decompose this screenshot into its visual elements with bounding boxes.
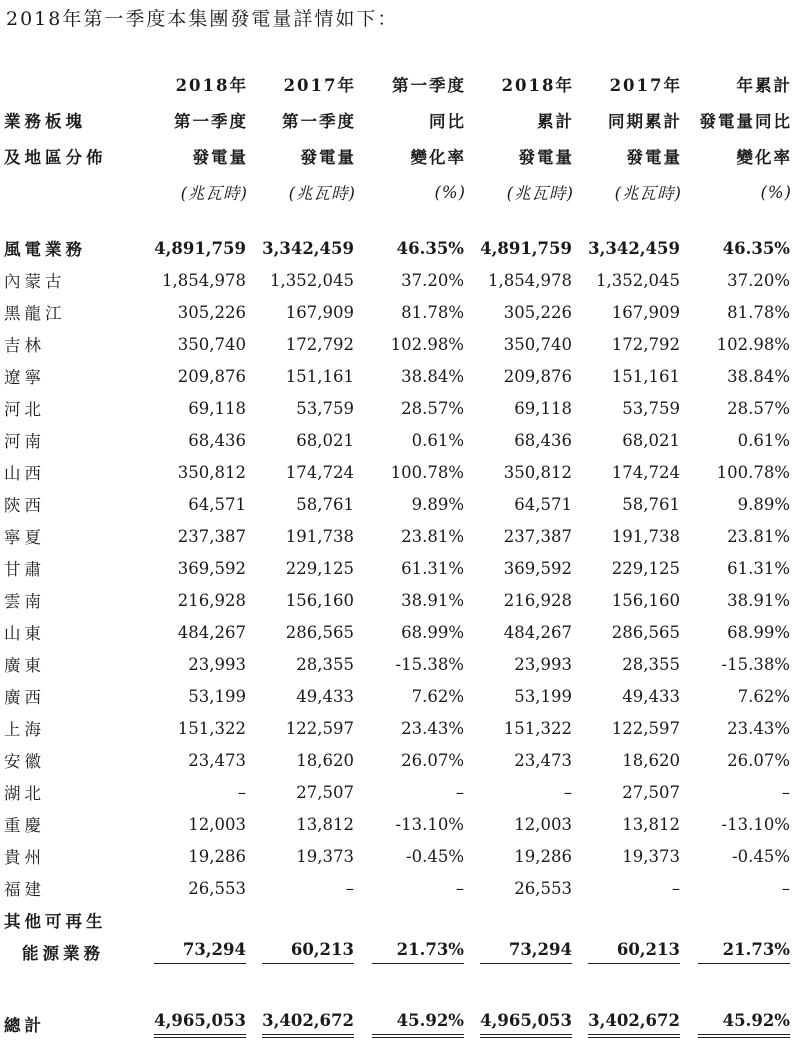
- table-row: [4, 264, 792, 296]
- value-cell: 172,792: [611, 334, 680, 354]
- value-cell: 58,761: [296, 494, 354, 514]
- wind-row: [4, 232, 792, 264]
- value-cell: 4,891,759: [154, 238, 246, 258]
- table-row: [4, 680, 792, 712]
- value-cell: 27,507: [622, 782, 680, 802]
- header-cell: 及地區分佈: [4, 148, 107, 167]
- value-cell: 19,373: [622, 846, 680, 866]
- value-cell: 9.89%: [737, 494, 790, 514]
- unit-cell: (兆瓦時): [288, 184, 356, 203]
- unit-cell: (兆瓦時): [180, 184, 248, 203]
- header-cell: 業務板塊: [4, 112, 86, 131]
- value-cell: [248, 1006, 356, 1042]
- header-cell: 第一季度: [174, 112, 248, 131]
- value-cell: 23,993: [188, 654, 246, 674]
- value-cell: 28,355: [296, 654, 354, 674]
- segment-name: 其他可再生: [4, 912, 107, 931]
- table-row: [4, 872, 792, 904]
- value-cell: 23,993: [514, 654, 572, 674]
- header-cell: 變化率: [736, 148, 792, 167]
- header-cell: 第一季度: [392, 76, 466, 95]
- value-cell: [466, 1006, 574, 1042]
- value-cell: 69,118: [188, 398, 246, 418]
- value-cell: 53,759: [622, 398, 680, 418]
- header-cell: 2017年: [283, 76, 356, 95]
- value-cell: 151,161: [285, 366, 354, 386]
- value-cell: 156,160: [611, 590, 680, 610]
- value-cell: [574, 1006, 682, 1042]
- value-cell: [140, 1006, 248, 1042]
- value-cell: 68.99%: [401, 622, 464, 642]
- value-cell: [466, 936, 574, 984]
- value-cell: 38.91%: [401, 590, 464, 610]
- header-cell: 2017年: [609, 76, 682, 95]
- value-cell: 53,199: [188, 686, 246, 706]
- value-cell: 151,161: [611, 366, 680, 386]
- value-cell: 102.98%: [716, 334, 790, 354]
- value-cell: 23.81%: [401, 526, 464, 546]
- table-row: [4, 584, 792, 616]
- value-cell: 369,592: [503, 558, 572, 578]
- value-cell: 26.07%: [727, 750, 790, 770]
- generation-table: [4, 66, 792, 1042]
- header-cell: 發電量: [518, 148, 574, 167]
- table-row: [4, 776, 792, 808]
- header-cell: 2018年: [501, 76, 574, 95]
- value-cell: 61.31%: [727, 558, 790, 578]
- value-cell: 37.20%: [727, 270, 790, 290]
- segment-name: 吉林: [4, 336, 45, 355]
- segment-name: 黑龍江: [4, 304, 66, 323]
- value-cell: 100.78%: [716, 462, 790, 482]
- value-cell: –: [455, 878, 464, 898]
- value-cell: –: [455, 782, 464, 802]
- value-cell: 100.78%: [390, 462, 464, 482]
- value-cell: 69,118: [514, 398, 572, 418]
- value-cell: [682, 1006, 792, 1042]
- value-cell: 38.84%: [401, 366, 464, 386]
- value-cell: 46.35%: [396, 238, 464, 258]
- value-cell: 3,342,459: [262, 238, 354, 258]
- other-row-2: [4, 936, 792, 984]
- header-cell: 同比: [429, 112, 466, 131]
- table-row: [4, 552, 792, 584]
- value-cell: 64,571: [514, 494, 572, 514]
- value-cell: [356, 1006, 466, 1042]
- segment-name: 河南: [4, 432, 45, 451]
- header-cell: 年累計: [736, 76, 792, 95]
- value-text: 3,402,672: [262, 1011, 354, 1038]
- value-cell: 23.43%: [727, 718, 790, 738]
- value-cell: 53,759: [296, 398, 354, 418]
- value-cell: [682, 936, 792, 984]
- segment-name: 湖北: [4, 784, 45, 803]
- table-row: [4, 648, 792, 680]
- value-cell: 350,812: [177, 462, 246, 482]
- segment-name: 安徽: [4, 752, 45, 771]
- value-cell: 350,740: [503, 334, 572, 354]
- value-cell: 19,286: [514, 846, 572, 866]
- unit-cell: [4, 174, 140, 210]
- value-cell: 23.81%: [727, 526, 790, 546]
- segment-name: 重慶: [4, 816, 45, 835]
- value-cell: 18,620: [622, 750, 680, 770]
- segment-name: 能源業務: [22, 944, 104, 963]
- value-cell: 28.57%: [727, 398, 790, 418]
- value-text: 3,402,672: [588, 1011, 680, 1038]
- unit-cell: (%): [434, 182, 466, 202]
- segment-name: 風電業務: [4, 240, 86, 259]
- segment-name: 總計: [4, 1016, 45, 1035]
- value-cell: -13.10%: [395, 814, 464, 834]
- value-text: 45.92%: [698, 1011, 790, 1038]
- intro-text: 2018年第一季度本集團發電量詳情如下：: [6, 8, 399, 30]
- table-row: [4, 744, 792, 776]
- header-cell: [4, 66, 140, 102]
- unit-cell: (兆瓦時): [614, 184, 682, 203]
- value-cell: -0.45%: [732, 846, 790, 866]
- value-cell: 12,003: [188, 814, 246, 834]
- table-row: [4, 392, 792, 424]
- value-cell: 229,125: [611, 558, 680, 578]
- header-cell: 同期累計: [608, 112, 682, 131]
- value-cell: 28.57%: [401, 398, 464, 418]
- value-cell: 38.84%: [727, 366, 790, 386]
- value-cell: [574, 936, 682, 984]
- value-cell: 122,597: [611, 718, 680, 738]
- table-row: [4, 616, 792, 648]
- value-cell: 12,003: [514, 814, 572, 834]
- value-cell: 49,433: [622, 686, 680, 706]
- value-cell: 13,812: [622, 814, 680, 834]
- value-cell: 1,352,045: [596, 270, 680, 290]
- value-cell: 216,928: [503, 590, 572, 610]
- table-row: [4, 840, 792, 872]
- segment-name: 遼寧: [4, 368, 45, 387]
- value-cell: 7.62%: [411, 686, 464, 706]
- table-row: [4, 296, 792, 328]
- value-cell: [248, 936, 356, 984]
- table-row: [4, 808, 792, 840]
- table-row: [4, 360, 792, 392]
- value-cell: -15.38%: [395, 654, 464, 674]
- value-cell: 167,909: [285, 302, 354, 322]
- header-cell: 變化率: [410, 148, 466, 167]
- segment-name: 內蒙古: [4, 272, 66, 291]
- value-cell: 229,125: [285, 558, 354, 578]
- value-cell: 9.89%: [411, 494, 464, 514]
- value-cell: –: [345, 878, 354, 898]
- value-cell: 27,507: [296, 782, 354, 802]
- value-cell: 81.78%: [401, 302, 464, 322]
- value-cell: 167,909: [611, 302, 680, 322]
- segment-name: 廣東: [4, 656, 45, 675]
- value-cell: 172,792: [285, 334, 354, 354]
- value-cell: 350,812: [503, 462, 572, 482]
- value-text: 4,965,053: [480, 1011, 572, 1038]
- value-cell: 61.31%: [401, 558, 464, 578]
- value-cell: 174,724: [611, 462, 680, 482]
- value-cell: 13,812: [296, 814, 354, 834]
- header-row-2: [4, 102, 792, 138]
- value-cell: 305,226: [177, 302, 246, 322]
- header-cell: 累計: [537, 112, 574, 131]
- value-cell: 237,387: [177, 526, 246, 546]
- value-text: 73,294: [480, 940, 572, 964]
- value-cell: 286,565: [611, 622, 680, 642]
- segment-name: 上海: [4, 720, 45, 739]
- value-cell: 19,373: [296, 846, 354, 866]
- segment-name: 寧夏: [4, 528, 45, 547]
- value-cell: 156,160: [285, 590, 354, 610]
- header-cell: 發電量: [626, 148, 682, 167]
- value-cell: 151,322: [177, 718, 246, 738]
- value-text: 73,294: [154, 940, 246, 964]
- value-cell: 23.43%: [401, 718, 464, 738]
- value-text: 4,965,053: [154, 1011, 246, 1038]
- value-cell: 26,553: [188, 878, 246, 898]
- segment-name: 陝西: [4, 496, 45, 515]
- value-cell: 191,738: [611, 526, 680, 546]
- header-cell: 發電量: [192, 148, 248, 167]
- value-text: 60,213: [262, 940, 354, 964]
- value-cell: 68,021: [296, 430, 354, 450]
- value-cell: 369,592: [177, 558, 246, 578]
- value-cell: 286,565: [285, 622, 354, 642]
- value-cell: 1,352,045: [270, 270, 354, 290]
- value-cell: 26.07%: [401, 750, 464, 770]
- value-cell: –: [781, 878, 790, 898]
- value-cell: 46.35%: [722, 238, 790, 258]
- value-cell: 209,876: [503, 366, 572, 386]
- value-cell: 350,740: [177, 334, 246, 354]
- value-cell: 81.78%: [727, 302, 790, 322]
- value-cell: 0.61%: [411, 430, 464, 450]
- table-row: [4, 520, 792, 552]
- value-cell: 305,226: [503, 302, 572, 322]
- value-text: 45.92%: [372, 1011, 464, 1038]
- value-cell: 3,342,459: [588, 238, 680, 258]
- value-cell: 68,436: [188, 430, 246, 450]
- value-cell: [140, 936, 248, 984]
- value-cell: 209,876: [177, 366, 246, 386]
- value-cell: –: [237, 782, 246, 802]
- value-cell: 37.20%: [401, 270, 464, 290]
- value-cell: 23,473: [514, 750, 572, 770]
- value-cell: 102.98%: [390, 334, 464, 354]
- value-cell: 68,436: [514, 430, 572, 450]
- value-text: 21.73%: [698, 940, 790, 964]
- value-cell: –: [781, 782, 790, 802]
- other-row-1: [4, 904, 792, 936]
- value-cell: 484,267: [503, 622, 572, 642]
- segment-name: 山東: [4, 624, 45, 643]
- header-cell: 2018年: [175, 76, 248, 95]
- value-cell: 64,571: [188, 494, 246, 514]
- value-cell: -0.45%: [406, 846, 464, 866]
- value-text: 60,213: [588, 940, 680, 964]
- table-body: [4, 232, 792, 1042]
- value-cell: 237,387: [503, 526, 572, 546]
- header-cell: 發電量同比: [699, 112, 792, 131]
- value-cell: -15.38%: [721, 654, 790, 674]
- value-cell: 38.91%: [727, 590, 790, 610]
- value-cell: –: [563, 782, 572, 802]
- unit-cell: (兆瓦時): [506, 184, 574, 203]
- value-cell: 68,021: [622, 430, 680, 450]
- value-cell: 1,854,978: [488, 270, 572, 290]
- value-cell: 28,355: [622, 654, 680, 674]
- value-cell: 53,199: [514, 686, 572, 706]
- table-row: [4, 712, 792, 744]
- value-cell: 68.99%: [727, 622, 790, 642]
- value-cell: 18,620: [296, 750, 354, 770]
- value-cell: 19,286: [188, 846, 246, 866]
- value-cell: 23,473: [188, 750, 246, 770]
- value-cell: 4,891,759: [480, 238, 572, 258]
- table-row: [4, 456, 792, 488]
- header-cell: 第一季度: [282, 112, 356, 131]
- value-cell: 7.62%: [737, 686, 790, 706]
- segment-name: 福建: [4, 880, 45, 899]
- segment-name: 廣西: [4, 688, 45, 707]
- value-cell: 122,597: [285, 718, 354, 738]
- table-header: [4, 66, 792, 232]
- value-cell: 484,267: [177, 622, 246, 642]
- value-cell: 58,761: [622, 494, 680, 514]
- unit-cell: (%): [760, 182, 792, 202]
- value-cell: 174,724: [285, 462, 354, 482]
- table-row: [4, 328, 792, 360]
- table-row: [4, 424, 792, 456]
- value-cell: 216,928: [177, 590, 246, 610]
- header-row-1: [4, 66, 792, 102]
- value-cell: 1,854,978: [162, 270, 246, 290]
- segment-name: 山西: [4, 464, 45, 483]
- value-cell: 191,738: [285, 526, 354, 546]
- segment-name: 貴州: [4, 848, 45, 867]
- segment-name: 河北: [4, 400, 45, 419]
- value-cell: 26,553: [514, 878, 572, 898]
- value-cell: -13.10%: [721, 814, 790, 834]
- table-row: [4, 488, 792, 520]
- value-cell: 151,322: [503, 718, 572, 738]
- value-cell: 0.61%: [737, 430, 790, 450]
- segment-name: 甘肅: [4, 560, 45, 579]
- value-cell: –: [671, 878, 680, 898]
- value-cell: [356, 936, 466, 984]
- value-text: 21.73%: [372, 940, 464, 964]
- total-row: [4, 1006, 792, 1042]
- header-cell: 發電量: [300, 148, 356, 167]
- value-cell: 49,433: [296, 686, 354, 706]
- units-row: [4, 174, 792, 210]
- segment-name: 雲南: [4, 592, 45, 611]
- header-row-3: [4, 138, 792, 174]
